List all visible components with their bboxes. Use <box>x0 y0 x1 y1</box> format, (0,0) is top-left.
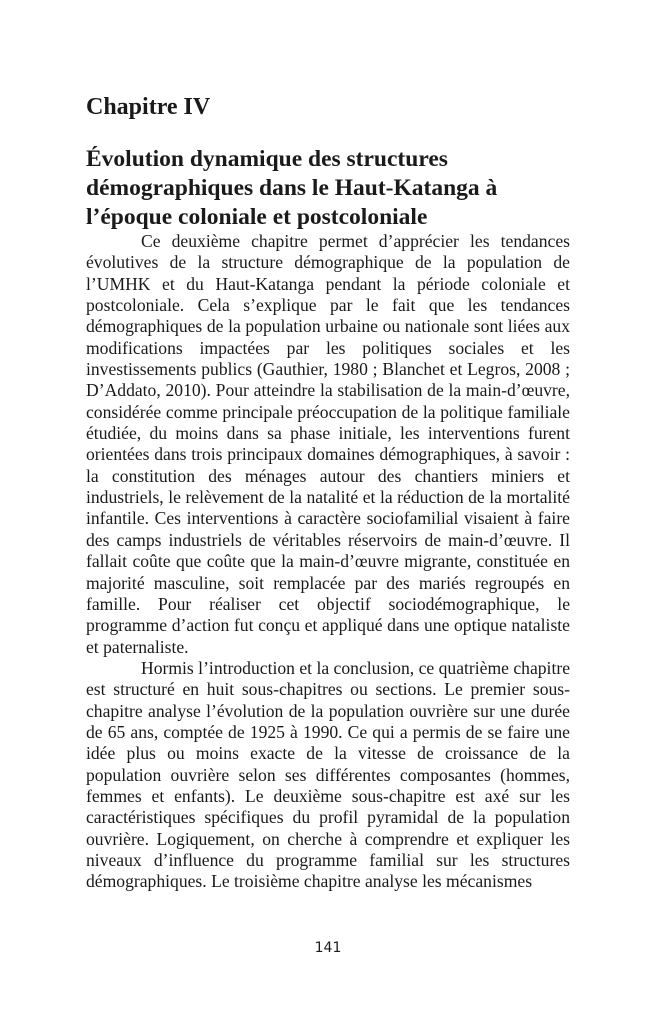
body-paragraph: Hormis l’introduction et la conclusion, ce quatrième chapitre est structuré en huit sous-chapitres ou sections. Le premier sous-chapitre analyse l’évolution de la population ouvrière sur une durée de 65 ans, comptée de 1925 à 1990. Ce qui a permis de se faire une idée plus ou moins exacte de la vitesse de croissance de la population ouvrière selon ses différentes composantes (hommes, femmes et enfants). Le deuxième sous-chapitre est axé sur les caractéristiques spécifiques du profil pyramidal de la population ouvrière. Logiquement, on cherche à comprendre et expliquer les niveaux d’influence du programme familial sur les structures démographiques. Le troisième chapitre analyse les mécanismes <box>86 657 570 892</box>
chapter-title: Évolution dynamique des structures démographiques dans le Haut-Katanga à l’époque coloniale et postcoloniale <box>86 146 498 230</box>
page-number: 141 <box>314 940 342 956</box>
chapter-body <box>86 231 570 893</box>
book-page <box>86 0 570 1035</box>
chapter-label: Chapitre IV <box>86 94 211 120</box>
body-paragraph: Ce deuxième chapitre permet d’apprécier les tendances évolutives de la structure démographique de la population de l’UMHK et du Haut-Katanga pendant la période coloniale et postcoloniale. Cela s’explique par le fait que les tendances démographiques de la population urbaine ou nationale sont liées aux modifications impactées par les politiques sociales et les investissements publics (Gauthier, 1980 ; Blanchet et Legros, 2008 ; D’Addato, 2010). Pour atteindre la stabilisation de la main-d’œuvre, considérée comme principale préoccupation de la politique familiale étudiée, du moins dans sa phase initiale, les interventions furent orientées dans trois principaux domaines démographiques, à savoir : la constitution des ménages autour des chantiers miniers et industriels, le relèvement de la natalité et la réduction de la mortalité infantile. Ces interventions à caractère sociofamilial visaient à faire des camps industriels de véritables réservoirs de main-d’œuvre. Il fallait coûte que coûte que la main-d’œuvre migrante, constituée en majorité masculine, soit remplacée par des mariés regroupés en famille. Pour réaliser cet objectif sociodémographique, le programme d’action fut conçu et appliqué dans une optique nataliste et paternaliste. <box>86 231 570 657</box>
